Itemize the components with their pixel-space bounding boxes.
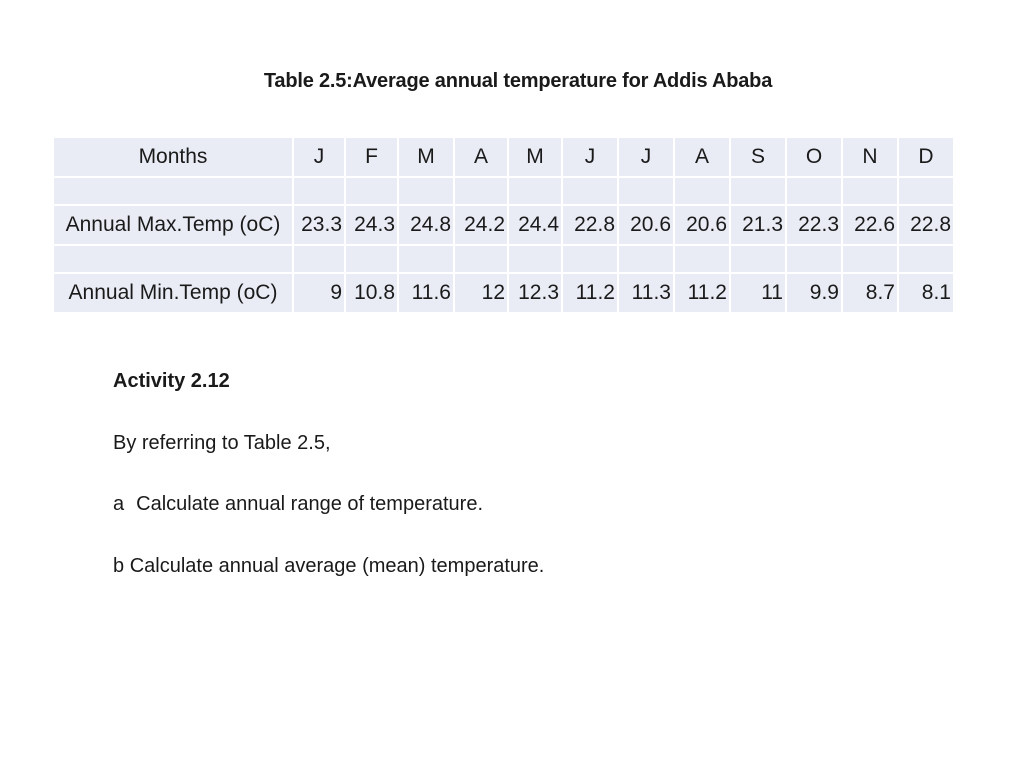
- month-header-cell: M: [399, 138, 453, 176]
- month-header-cell: J: [294, 138, 344, 176]
- empty-cell: [54, 178, 292, 204]
- months-header-row: [54, 138, 953, 176]
- min-temp-cell: 8.1: [899, 274, 953, 312]
- month-header-cell: A: [675, 138, 729, 176]
- month-header-cell: D: [899, 138, 953, 176]
- empty-cell: [675, 178, 729, 204]
- min-temp-cell: 11.6: [399, 274, 453, 312]
- empty-cell: [346, 246, 397, 272]
- max-temp-cell: 24.4: [509, 206, 561, 244]
- empty-cell: [455, 178, 507, 204]
- month-header-cell: A: [455, 138, 507, 176]
- temperature-table: [52, 136, 955, 314]
- empty-cell: [843, 246, 897, 272]
- max-temp-label: Annual Max.Temp (oC): [54, 206, 292, 244]
- max-temp-cell: 20.6: [619, 206, 673, 244]
- max-temp-cell: 24.8: [399, 206, 453, 244]
- month-header-cell: J: [619, 138, 673, 176]
- item-a-marker: a: [113, 493, 125, 515]
- empty-cell: [509, 246, 561, 272]
- max-temp-cell: 20.6: [675, 206, 729, 244]
- empty-cell: [619, 178, 673, 204]
- max-temp-cell: 22.8: [563, 206, 617, 244]
- empty-cell: [843, 178, 897, 204]
- max-temp-cell: 22.6: [843, 206, 897, 244]
- max-temp-cell: 21.3: [731, 206, 785, 244]
- activity-intro: By referring to Table 2.5,: [113, 432, 331, 454]
- activity-item-b: [113, 555, 544, 578]
- empty-cell: [509, 178, 561, 204]
- max-temp-cell: 22.8: [899, 206, 953, 244]
- min-temp-cell: 11.3: [619, 274, 673, 312]
- empty-cell: [54, 246, 292, 272]
- empty-cell: [294, 178, 344, 204]
- min-temp-cell: 8.7: [843, 274, 897, 312]
- min-temp-cell: 11: [731, 274, 785, 312]
- empty-cell: [675, 246, 729, 272]
- max-temp-cell: 24.2: [455, 206, 507, 244]
- empty-cell: [787, 178, 841, 204]
- min-temp-cell: 11.2: [563, 274, 617, 312]
- empty-cell: [563, 246, 617, 272]
- min-temp-cell: 10.8: [346, 274, 397, 312]
- max-temp-cell: 22.3: [787, 206, 841, 244]
- max-temp-row: [54, 206, 953, 244]
- empty-cell: [619, 246, 673, 272]
- item-a-text: Calculate annual range of temperature.: [136, 493, 484, 515]
- empty-cell: [731, 178, 785, 204]
- empty-cell: [346, 178, 397, 204]
- spacer-row: [54, 246, 953, 272]
- min-temp-cell: 11.2: [675, 274, 729, 312]
- min-temp-row: [54, 274, 953, 312]
- empty-cell: [787, 246, 841, 272]
- empty-cell: [399, 246, 453, 272]
- empty-cell: [455, 246, 507, 272]
- item-b-text: Calculate annual average (mean) temperature.: [129, 555, 545, 577]
- month-header-cell: S: [731, 138, 785, 176]
- spacer-row: [54, 178, 953, 204]
- max-temp-cell: 24.3: [346, 206, 397, 244]
- empty-cell: [399, 178, 453, 204]
- month-header-cell: N: [843, 138, 897, 176]
- max-temp-cell: 23.3: [294, 206, 344, 244]
- table-title: Table 2.5:Average annual temperature for Addis Ababa: [263, 70, 773, 92]
- month-header-cell: M: [509, 138, 561, 176]
- min-temp-cell: 9.9: [787, 274, 841, 312]
- empty-cell: [899, 178, 953, 204]
- item-b-marker: b: [113, 555, 125, 577]
- months-label: Months: [54, 138, 292, 176]
- activity-item-a: [113, 493, 483, 516]
- min-temp-cell: 12: [455, 274, 507, 312]
- month-header-cell: O: [787, 138, 841, 176]
- min-temp-cell: 9: [294, 274, 344, 312]
- empty-cell: [731, 246, 785, 272]
- month-header-cell: F: [346, 138, 397, 176]
- activity-heading: Activity 2.12: [113, 370, 230, 392]
- empty-cell: [294, 246, 344, 272]
- min-temp-label: Annual Min.Temp (oC): [54, 274, 292, 312]
- month-header-cell: J: [563, 138, 617, 176]
- empty-cell: [899, 246, 953, 272]
- min-temp-cell: 12.3: [509, 274, 561, 312]
- empty-cell: [563, 178, 617, 204]
